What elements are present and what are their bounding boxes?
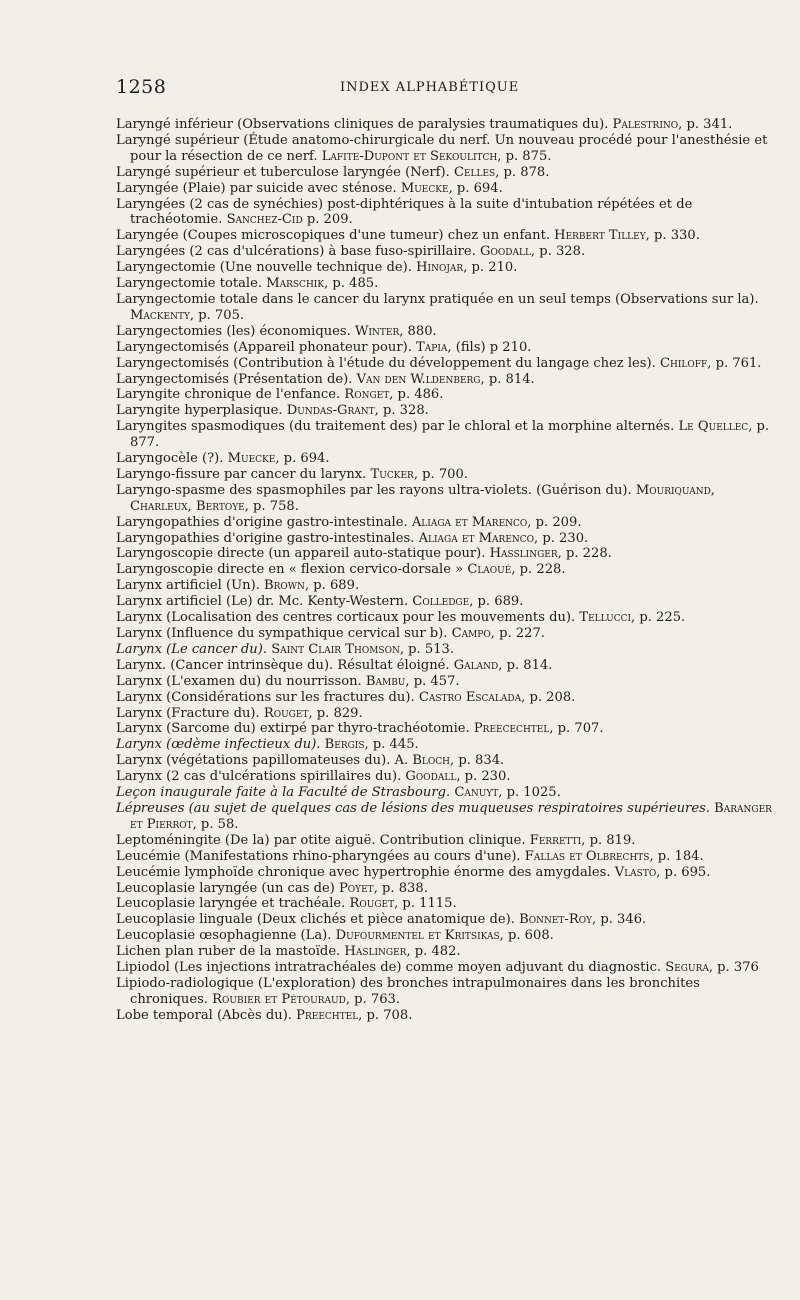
entry-page-ref: , p. 228. <box>511 562 566 578</box>
index-entry <box>116 578 780 594</box>
entry-page-ref: , p. 457. <box>405 673 460 689</box>
entry-page-ref: , p. 376 <box>708 960 759 976</box>
entry-page-ref: , p. 208. <box>521 689 576 705</box>
index-entry <box>116 753 780 769</box>
entry-page-ref: , p. 761. <box>707 355 762 371</box>
index-entry <box>116 769 780 785</box>
entry-author: Bambu <box>365 673 406 689</box>
entry-title: Laryngites spasmodiques (du traitement des) par le chloral et la morphine alternés. <box>116 419 675 435</box>
entry-page-ref: , p. 877. <box>130 419 770 451</box>
entry-title: Leucoplasie laryngée et trachéale. <box>116 896 346 912</box>
entry-title: Laryngectomisés (Contribution à l'étude du développement du langage chez les). <box>116 355 656 371</box>
entry-author: Galand <box>453 657 499 673</box>
entry-author: Canuyt <box>454 785 499 801</box>
entry-author: Haslinger <box>344 944 407 960</box>
entry-author: Muecke <box>227 451 276 467</box>
index-entry <box>116 833 780 849</box>
entry-title: Larynx (2 cas d'ulcérations spirillaires du). <box>116 769 402 785</box>
entry-author: Le Quellec <box>678 419 749 435</box>
entry-page-ref: , p. 878. <box>495 164 550 180</box>
index-entry <box>116 849 780 865</box>
entry-page-ref: , p. 705. <box>189 307 245 323</box>
entry-author: Rouget <box>349 896 395 912</box>
entry-page-ref: , p. 1115. <box>394 896 457 912</box>
entry-page-ref: , p. 485. <box>324 276 379 292</box>
entry-page-ref: , p. 700. <box>413 466 468 482</box>
entry-author: Bonnet-Roy <box>519 912 593 928</box>
entry-page-ref: , p. 689. <box>469 594 524 610</box>
entry-author: Fallas et Olbrechts <box>524 848 650 864</box>
index-entry <box>116 276 780 292</box>
entry-title: Laryngectomie totale dans le cancer du larynx pratiquée en un seul temps (Observations sur la). <box>116 291 759 307</box>
entry-author: Preecechtel <box>473 721 550 737</box>
index-entry <box>116 324 780 340</box>
entry-author: Roubier et Pétouraud <box>212 991 346 1007</box>
entry-page-ref: , p. 225. <box>631 610 686 626</box>
index-entry <box>116 165 780 181</box>
entry-title: Leucémie lymphoïde chronique avec hypertrophie énorme des amygdales. <box>116 864 611 880</box>
entry-page-ref: , p. 341. <box>678 117 733 132</box>
entry-title: Laryngectomisés (Présentation de). <box>116 371 353 387</box>
entry-author: Tapia <box>416 339 448 355</box>
entry-page-ref: , p. 689. <box>304 578 360 594</box>
entry-title: Laryngo-fissure par cancer du larynx. <box>116 466 367 482</box>
index-entry <box>116 706 780 722</box>
entry-title: Lipiodol (Les injections intratrachéales de) comme moyen adjuvant du diagnostic. <box>116 960 662 976</box>
entry-page-ref: p. 209. <box>302 212 353 228</box>
entry-title: Laryngite hyperplasique. <box>116 403 283 419</box>
index-entry <box>116 928 780 944</box>
entry-page-ref: , p. 819. <box>581 832 636 848</box>
index-entry <box>116 865 780 881</box>
entry-author: Palestrino <box>612 117 679 132</box>
index-entry <box>116 356 780 372</box>
entry-title: Laryngées (2 cas d'ulcérations) à base fuso-spirillaire. <box>116 244 476 260</box>
entry-title: Larynx (œdème infectieux du). <box>116 737 321 753</box>
entry-author: Hinojar <box>416 260 464 276</box>
entry-author: Claoué <box>467 562 512 578</box>
entry-title: Larynx (Fracture du). <box>116 705 260 721</box>
entry-title: Laryngite chronique de l'enfance. <box>116 387 341 403</box>
entry-title: Larynx (L'examen du) du nourrisson. <box>116 673 362 689</box>
entry-author: Herbert Tilley <box>554 228 646 244</box>
entry-author: Dufourmentel et Kritsikas <box>335 928 500 944</box>
entry-page-ref: , p. 227. <box>490 626 545 641</box>
page-number: 1258 <box>116 76 167 98</box>
index-entry <box>116 1008 780 1024</box>
index-entry <box>116 642 780 658</box>
entry-author: Tucker <box>370 466 414 482</box>
entry-author: Segura <box>665 960 709 976</box>
entry-author: Van den W.ldenberg <box>356 371 481 387</box>
entry-author: Baranger et Pierrot <box>130 800 772 832</box>
entry-title: Larynx artificiel (Un). <box>116 578 260 594</box>
entry-page-ref: , p. 814. <box>480 371 535 387</box>
entry-title: Larynx (végétations papillomateuses du). A. <box>116 753 409 769</box>
entry-title: Leucoplasie laryngée (un cas de) <box>116 880 335 896</box>
index-entry <box>116 292 780 324</box>
entry-author: Mackenty <box>130 307 190 323</box>
entry-page-ref: , p. 1025. <box>498 785 561 801</box>
entry-title: Laryngoscopie directe (un appareil auto-statique pour). <box>116 546 486 562</box>
entry-page-ref: , p. 228. <box>557 546 612 562</box>
entry-page-ref: , p. 209. <box>527 514 582 530</box>
entry-title: Laryngectomisés (Appareil phonateur pour). <box>116 339 412 355</box>
entry-page-ref: , p. 695. <box>656 864 711 880</box>
entry-page-ref: , (fils) p 210. <box>447 339 532 355</box>
index-entries <box>116 117 780 1024</box>
entry-title: Larynx (Localisation des centres corticaux pour les mouvements du). <box>116 610 576 626</box>
index-entry <box>116 562 780 578</box>
entry-page-ref: , p. 763. <box>345 991 401 1007</box>
entry-title: Laryngectomies (les) économiques. <box>116 323 351 339</box>
entry-page-ref: , p. 513. <box>399 641 455 657</box>
entry-author: Colledge <box>412 594 470 610</box>
entry-author: Vlasto <box>614 864 657 880</box>
index-entry <box>116 881 780 897</box>
entry-page-ref: , 880. <box>399 323 437 339</box>
entry-author: Goodall <box>405 769 457 785</box>
entry-author: Bergis <box>324 737 365 753</box>
index-entry <box>116 944 780 960</box>
running-head: INDEX ALPHABÉTIQUE <box>340 80 520 95</box>
entry-page-ref: , p. 482. <box>406 944 461 960</box>
entry-author: Tellucci <box>579 610 632 626</box>
entry-author: Muecke <box>400 180 449 196</box>
entry-author: Hasslinger <box>489 546 558 562</box>
entry-page-ref: , p. 708. <box>358 1007 413 1023</box>
index-entry <box>116 260 780 276</box>
entry-page-ref: , p. 210. <box>463 260 518 276</box>
index-entry <box>116 610 780 626</box>
entry-page-ref: , p. 758. <box>244 498 299 514</box>
entry-title: Leucoplasie œsophagienne (La). <box>116 928 332 944</box>
entry-page-ref: , p. 230. <box>456 769 511 785</box>
entry-title: Laryngectomie totale. <box>116 276 263 292</box>
index-entry <box>116 546 780 562</box>
entry-page-ref: , p. 486. <box>389 387 444 403</box>
entry-title: Laryngée (Plaie) par suicide avec sténose. <box>116 180 397 196</box>
index-entry <box>116 960 780 976</box>
page-header <box>116 76 740 100</box>
entry-author: Brown <box>264 578 305 594</box>
index-entry <box>116 515 780 531</box>
entry-page-ref: , p. 346. <box>592 912 647 928</box>
index-entry <box>116 658 780 674</box>
entry-page-ref: , p. 834. <box>450 753 505 769</box>
index-entry <box>116 531 780 547</box>
entry-page-ref: , p. 328. <box>374 403 429 419</box>
index-entry <box>116 483 780 515</box>
index-entry <box>116 912 780 928</box>
entry-title: Larynx artificiel (Le) dr. Mc. Kenty-Western. <box>116 594 409 610</box>
index-entry <box>116 181 780 197</box>
entry-title: Lichen plan ruber de la mastoïde. <box>116 944 341 960</box>
entry-title: Laryngé inférieur (Observations cliniques de paralysies traumatiques du). <box>116 117 609 132</box>
entry-title: Leucoplasie linguale (Deux clichés et pièce anatomique de). <box>116 912 515 928</box>
index-entry <box>116 244 780 260</box>
entry-page-ref: , p. 608. <box>499 928 554 944</box>
entry-title: Lépreuses (au sujet de quelques cas de lésions des muqueuses respiratoires supérieures. <box>116 800 710 816</box>
entry-title: Leptoméningite (De la) par otite aiguë. Contribution clinique. <box>116 832 526 848</box>
entry-title: Larynx (Influence du sympathique cervical sur b). <box>116 626 448 641</box>
entry-page-ref: , p. 230. <box>534 530 589 546</box>
entry-title: Leucémie (Manifestations rhino-pharyngées au cours d'une). <box>116 848 521 864</box>
entry-page-ref: , p. 814. <box>498 657 553 673</box>
entry-title: Laryngocèle (?). <box>116 451 224 467</box>
index-entry <box>116 133 780 165</box>
index-entry <box>116 737 780 753</box>
entry-title: Larynx (Considérations sur les fractures du). <box>116 689 415 705</box>
index-entry <box>116 801 780 833</box>
entry-title: Laryngée (Coupes microscopiques d'une tumeur) chez un enfant. <box>116 228 550 244</box>
entry-title: Laryngopathies d'origine gastro-intestinale. <box>116 514 408 530</box>
index-entry <box>116 785 780 801</box>
entry-page-ref: , p. 838. <box>373 880 428 896</box>
entry-author: Celles <box>453 164 496 180</box>
index-entry <box>116 674 780 690</box>
index-entry <box>116 387 780 403</box>
entry-author: Rouget <box>263 705 309 721</box>
entry-page-ref: , p. 707. <box>549 721 604 737</box>
entry-title: Larynx. (Cancer intrinsèque du). Résultat éloigné. <box>116 657 450 673</box>
entry-page-ref: , p. 184. <box>649 848 704 864</box>
entry-author: Saint Clair Thomson <box>271 641 400 657</box>
entry-page-ref: , p. 58. <box>192 816 239 832</box>
entry-author: Castro Escalada <box>418 689 522 705</box>
entry-author: Sanchez-Cid <box>226 212 303 228</box>
entry-author: Ronget <box>344 387 390 403</box>
index-entry <box>116 419 780 451</box>
entry-page-ref: , p. 694. <box>448 180 503 196</box>
index-entry <box>116 721 780 737</box>
entry-author: Aliaga et Marenco <box>418 530 535 546</box>
index-entry <box>116 340 780 356</box>
entry-title: Laryngé supérieur (Étude anatomo-chirurgicale du nerf. Un nouveau procédé pour l'anesthésie et pour la résection de ce nerf. <box>116 132 768 164</box>
entry-author: Ferretti <box>529 832 582 848</box>
index-entry <box>116 896 780 912</box>
index-entry <box>116 117 780 133</box>
index-entry <box>116 228 780 244</box>
entry-page-ref: , p. 694. <box>275 451 330 467</box>
entry-author: Goodall <box>480 244 531 260</box>
index-entry <box>116 451 780 467</box>
index-entry <box>116 403 780 419</box>
entry-author: Aliaga et Marenco <box>411 514 528 530</box>
entry-author: Chiloff <box>659 355 708 371</box>
entry-title: Lobe temporal (Abcès du). <box>116 1007 292 1023</box>
entry-title: Laryngées (2 cas de synéchies) post-diphtériques à la suite d'intubation répétées et de trachéotomie. <box>116 196 693 228</box>
entry-title: Laryngo-spasme des spasmophiles par les rayons ultra-violets. (Guérison du). <box>116 482 632 498</box>
index-entry <box>116 626 780 642</box>
entry-page-ref: , p. 875. <box>497 148 552 164</box>
entry-author: Dundas-Grant <box>286 403 375 419</box>
entry-author: Lafite-Dupont et Sekoulitch <box>321 148 498 164</box>
index-entry <box>116 594 780 610</box>
entry-author: Campo <box>451 626 491 641</box>
entry-page-ref: , p. 445. <box>364 737 419 753</box>
entry-title: Laryngopathies d'origine gastro-intestinales. <box>116 530 415 546</box>
entry-author: Winter <box>354 323 400 339</box>
entry-page-ref: , p. 328. <box>530 244 586 260</box>
entry-author: Mouriquand, Charleux, Bertoye <box>130 482 715 514</box>
index-entry <box>116 372 780 388</box>
entry-author: Preechtel <box>296 1007 359 1023</box>
entry-page-ref: , p. 330. <box>645 228 700 244</box>
entry-author: Poyet <box>338 880 374 896</box>
entry-author: Bloch <box>412 753 451 769</box>
entry-author: Marschik <box>266 276 325 292</box>
entry-title: Lipiodo-radiologique (L'exploration) des bronches intrapulmonaires dans les bronchites chroniques. <box>116 975 700 1007</box>
entry-title: Larynx (Le cancer du). <box>116 641 268 657</box>
entry-title: Laryngoscopie directe en « flexion cervico-dorsale » <box>116 562 464 578</box>
entry-title: Laryngectomie (Une nouvelle technique de). <box>116 260 412 276</box>
entry-title: Larynx (Sarcome du) extirpé par thyro-trachéotomie. <box>116 721 470 737</box>
index-entry <box>116 197 780 229</box>
index-entry <box>116 976 780 1008</box>
entry-title: Laryngé supérieur et tuberculose laryngée (Nerf). <box>116 164 450 180</box>
entry-title: Leçon inaugurale faite à la Faculté de Strasbourg. <box>116 785 451 801</box>
index-entry <box>116 467 780 483</box>
index-entry <box>116 690 780 706</box>
entry-page-ref: , p. 829. <box>308 705 363 721</box>
